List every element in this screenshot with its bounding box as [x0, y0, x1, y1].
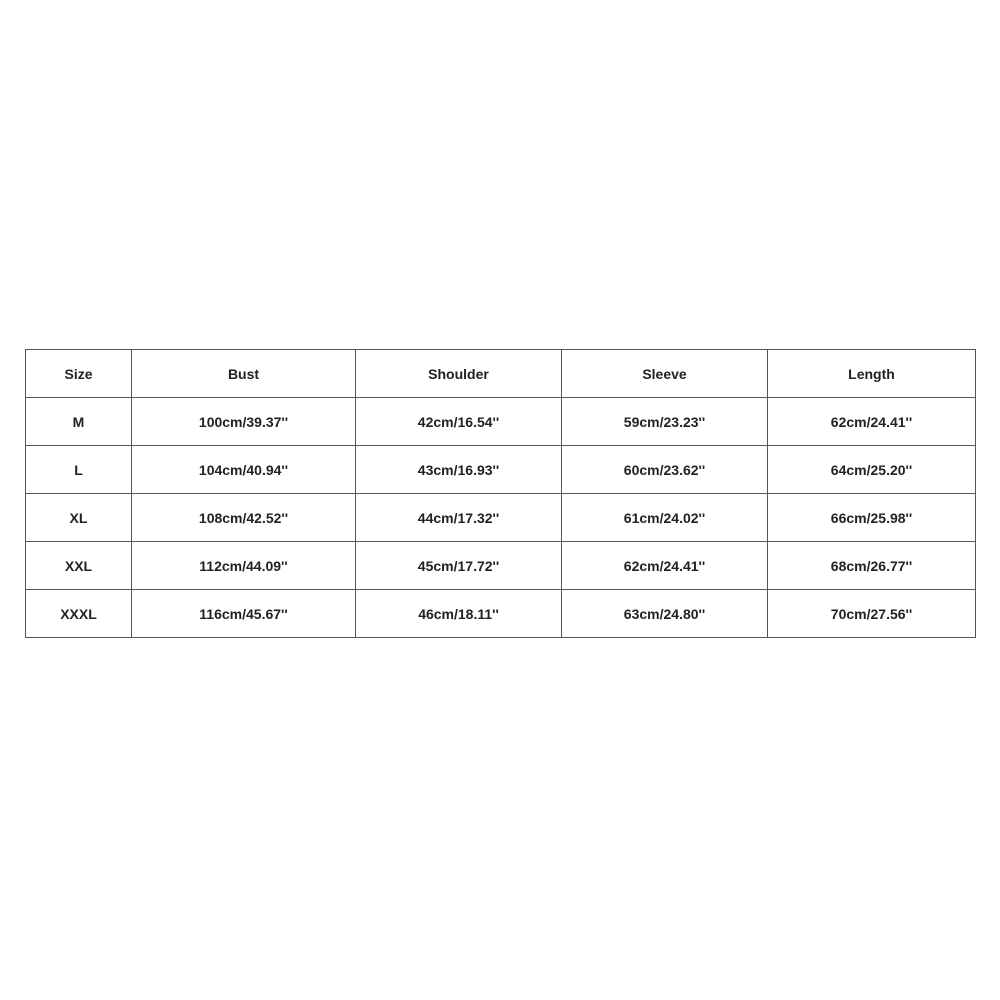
length-cell: 68cm/26.77'': [768, 542, 976, 590]
sleeve-cell: 62cm/24.41'': [562, 542, 768, 590]
size-chart-table: [25, 349, 976, 638]
header-size: Size: [26, 350, 132, 398]
header-sleeve: Sleeve: [562, 350, 768, 398]
table-row: [26, 446, 976, 494]
table-row: [26, 398, 976, 446]
length-cell: 64cm/25.20'': [768, 446, 976, 494]
sleeve-cell: 59cm/23.23'': [562, 398, 768, 446]
size-cell: XXL: [26, 542, 132, 590]
table-row: [26, 542, 976, 590]
size-chart-header: [26, 350, 976, 398]
shoulder-cell: 44cm/17.32'': [356, 494, 562, 542]
sleeve-cell: 63cm/24.80'': [562, 590, 768, 638]
size-chart-body: [26, 398, 976, 638]
header-shoulder: Shoulder: [356, 350, 562, 398]
length-cell: 70cm/27.56'': [768, 590, 976, 638]
size-cell: M: [26, 398, 132, 446]
size-cell: XL: [26, 494, 132, 542]
shoulder-cell: 46cm/18.11'': [356, 590, 562, 638]
bust-cell: 112cm/44.09'': [132, 542, 356, 590]
header-length: Length: [768, 350, 976, 398]
sleeve-cell: 60cm/23.62'': [562, 446, 768, 494]
table-row: [26, 590, 976, 638]
size-cell: XXXL: [26, 590, 132, 638]
size-cell: L: [26, 446, 132, 494]
length-cell: 66cm/25.98'': [768, 494, 976, 542]
sleeve-cell: 61cm/24.02'': [562, 494, 768, 542]
bust-cell: 116cm/45.67'': [132, 590, 356, 638]
bust-cell: 100cm/39.37'': [132, 398, 356, 446]
shoulder-cell: 42cm/16.54'': [356, 398, 562, 446]
length-cell: 62cm/24.41'': [768, 398, 976, 446]
shoulder-cell: 43cm/16.93'': [356, 446, 562, 494]
header-row: [26, 350, 976, 398]
header-bust: Bust: [132, 350, 356, 398]
bust-cell: 104cm/40.94'': [132, 446, 356, 494]
table-row: [26, 494, 976, 542]
shoulder-cell: 45cm/17.72'': [356, 542, 562, 590]
bust-cell: 108cm/42.52'': [132, 494, 356, 542]
